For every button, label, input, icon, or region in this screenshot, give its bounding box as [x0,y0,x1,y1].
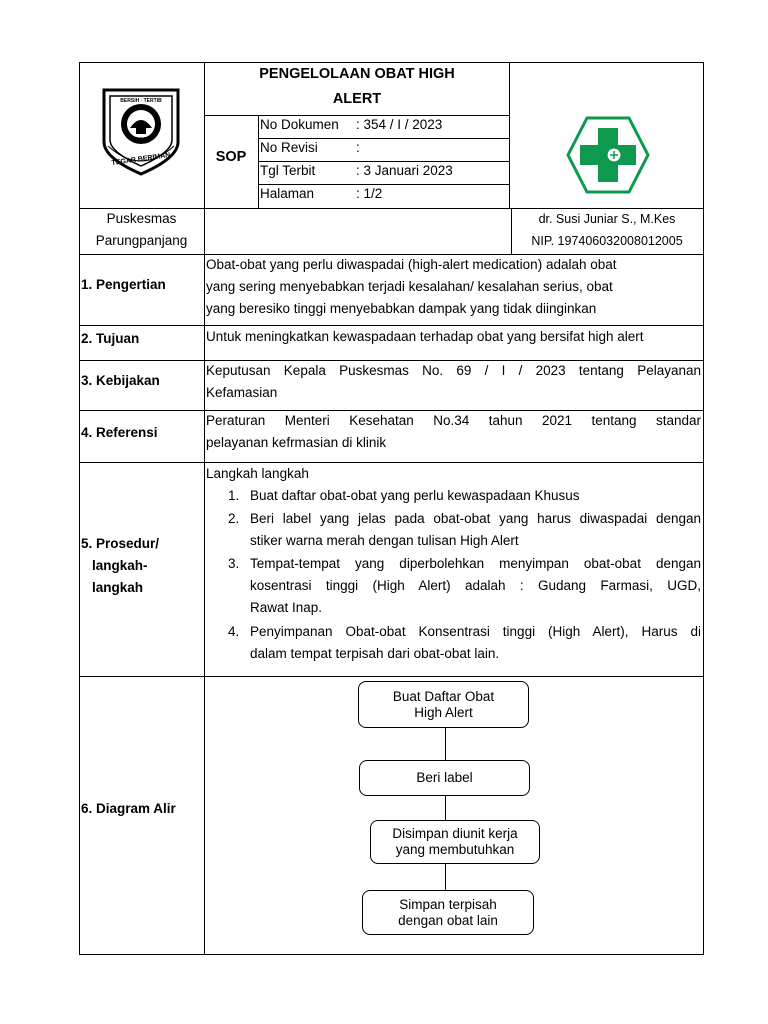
step-text-line: stiker warna merah dengan tulisan High Alert [250,533,519,548]
step-number: 3. [228,556,240,571]
doc-row-label: Halaman [260,186,315,201]
section-label-tujuan: 2. Tujuan [81,331,140,346]
step-text-line: Penyimpanan Obat-obat Konsentrasi tinggi (High Alert), Harus di [250,624,701,639]
logo-center-text: BOGOR [131,137,151,143]
step-text-line: dalam tempat terpisah dari obat-obat lain. [250,646,500,661]
flow-step-box [358,681,529,728]
step-number: 1. [228,488,240,503]
section-label-prosedur: 5. Prosedur/ [81,536,160,551]
logo-bottom-text: TEGAR BERIMAN [111,151,171,168]
logo-top-text: BERSIH · TERTIB [120,98,162,104]
flow-step-text: Simpan terpisah [399,896,497,912]
step-text-line: Buat daftar obat-obat yang perlu kewaspadaan Khusus [250,488,580,503]
puskesmas-name-line1: Puskesmas [106,211,177,226]
signer-nip: NIP. 197406032008012005 [531,234,683,248]
prosedur-intro: Langkah langkah [206,466,309,481]
flow-step-text: dengan obat lain [398,912,498,928]
sop-label: SOP [215,149,247,165]
section-label-prosedur: langkah [92,580,144,595]
flow-step-box [362,890,534,935]
pengertian-text-line: yang sering menyebabkan terjadi kesalahan/ kesalahan serius, obat [206,279,613,294]
step-text-line: kosentrasi tinggi (High Alert) adalah : Gudang Farmasi, UGD, [250,578,701,593]
puskesmas-cross-logo [566,116,650,194]
section-label-kebijakan: 3. Kebijakan [81,373,160,388]
signer-name: dr. Susi Juniar S., M.Kes [538,212,676,226]
pengertian-text-line: Obat-obat yang perlu diwaspadai (high-alert medication) adalah obat [206,257,617,272]
flow-connector [445,727,446,760]
doc-row-value: : 1/2 [356,186,383,201]
referensi-text-line: pelayanan kefrmasian di klinik [206,435,387,450]
puskesmas-name-line2: Parungpanjang [95,233,188,248]
section-label-referensi: 4. Referensi [81,425,158,440]
flow-connector [445,795,446,820]
pengertian-text-line: yang beresiko tinggi menyebabkan dampak yang tidak diinginkan [206,301,597,316]
flow-step-text: Disimpan diunit kerja [392,826,518,841]
step-text-line: Rawat Inap. [250,600,323,615]
section-label-pengertian: 1. Pengertian [81,277,166,292]
flow-step-text: yang membutuhkan [395,842,515,857]
flow-step-text: High Alert [414,704,473,720]
step-text-line: Tempat-tempat yang diperbolehkan menyimpan obat-obat dengan [250,556,701,571]
doc-row-value: : [356,140,360,155]
kebijakan-text-line: Kefamasian [206,385,278,400]
flow-step-box [370,820,540,864]
doc-row-label: No Revisi [260,140,318,155]
kebijakan-text-line: Keputusan Kepala Puskesmas No. 69 / I / 2023 tentang Pelayanan [206,363,701,378]
doc-row-label: Tgl Terbit [260,163,316,178]
doc-row-value: : 354 / I / 2023 [356,117,443,132]
step-number: 4. [228,624,240,639]
referensi-text-line: Peraturan Menteri Kesehatan No.34 tahun 2021 tentang standar [206,413,701,428]
step-text-line: Beri label yang jelas pada obat-obat yang harus diwaspadai dengan [250,511,701,526]
flow-step-text: Buat Daftar Obat [392,688,495,704]
flow-connector [445,863,446,890]
flow-step-text: Beri label [416,770,473,785]
tujuan-text: Untuk meningkatkan kewaspadaan terhadap obat yang bersifat high alert [206,329,644,344]
doc-row-label: No Dokumen [260,117,339,132]
doc-row-value: : 3 Januari 2023 [356,163,453,178]
document-title-line2: ALERT [332,91,382,107]
document-title-line1: PENGELOLAAN OBAT HIGH [259,66,455,82]
section-label-prosedur: langkah- [92,558,148,573]
regency-logo [100,84,182,180]
step-number: 2. [228,511,240,526]
flow-step-box [359,760,530,796]
section-label-diagram: 6. Diagram Alir [81,801,176,816]
